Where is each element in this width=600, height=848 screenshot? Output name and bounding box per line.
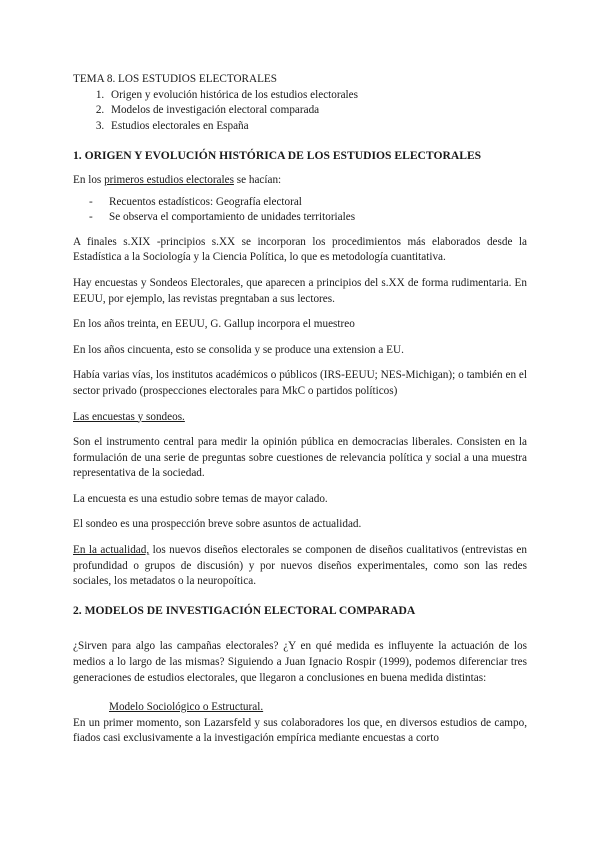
paragraph: En los años cincuenta, esto se consolida y se produce una extension a EU. (73, 343, 404, 356)
paragraph: Había varias vías, los institutos académicos o públicos (IRS-EEUU; NES-Michigan); o también en el sector privado (prospecciones electorales para MkC o partidos políticos) (73, 369, 527, 397)
subheading-encuestas: Las encuestas y sondeos. (73, 410, 185, 423)
toc-item: 2. Modelos de investigación electoral comparada (107, 103, 527, 119)
paragraph: El sondeo es una prospección breve sobre asuntos de actualidad. (73, 518, 362, 531)
underlined-term: primeros estudios electorales (104, 173, 234, 186)
underlined-term: En la actualidad, (73, 544, 150, 557)
subheading-modelo-sociologico: Modelo Sociológico o Estructural. (109, 701, 264, 714)
bullet-list (73, 195, 527, 226)
list-item: - Se observa el comportamiento de unidades territoriales (89, 211, 356, 224)
paragraph: Son el instrumento central para medir la opinión pública en democracias liberales. Consisten en la formulación de una serie de preguntas sobre cuestiones de relevancia política y social a una muestra representativa de la sociedad. (73, 436, 527, 480)
toc-item: 1. Origen y evolución histórica de los estudios electorales (107, 88, 527, 104)
table-of-contents (73, 88, 527, 135)
paragraph: En los años treinta, en EEUU, G. Gallup incorpora el muestreo (73, 318, 355, 331)
paragraph: En un primer momento, son Lazarsfeld y sus colaboradores los que, en diversos estudios de campo, fiados casi exclusivamente a la investigación empírica mediante encuestas a corto (73, 716, 527, 745)
paragraph: A finales s.XIX -principios s.XX se incorporan los procedimientos más elaborados desde la Estadística a la Sociología y la Ciencia Política, lo que es metodología cuantitativa. (73, 235, 527, 264)
section-1-intro: En los primeros estudios electorales se hacían: (73, 173, 282, 186)
section-1-heading: 1. ORIGEN Y EVOLUCIÓN HISTÓRICA DE LOS ESTUDIOS ELECTORALES (73, 149, 482, 163)
paragraph: La encuesta es una estudio sobre temas de mayor calado. (73, 492, 328, 505)
paragraph: Hay encuestas y Sondeos Electorales, que aparecen a principios del s.XX de forma rudimentaria. En EEUU, por ejemplo, las revistas pregntaban a sus lectores. (73, 276, 527, 305)
paragraph: ¿Sirven para algo las campañas electorales? ¿Y en qué medida es influyente la actuación de los medios a lo largo de las mismas? Siguiendo a Juan Ignacio Rospir (1999), podemos diferenciar tres generaciones de estudios electorales, que llegaron a conclusiones en buena medida distintas: (73, 640, 527, 684)
document-page (73, 72, 527, 747)
toc-item: 3. Estudios electorales en España (107, 119, 527, 135)
paragraph: En la actualidad, los nuevos diseños electorales se componen de diseños cualitativos (entrevistas en profundidad o grupos de discusión) y por nuevos diseños experimentales, como son las redes sociales, los metadatos o la neuropoítica. (73, 544, 527, 588)
list-item: - Recuentos estadísticos: Geografía electoral (89, 195, 302, 208)
section-2-heading: 2. MODELOS DE INVESTIGACIÓN ELECTORAL COMPARADA (73, 603, 416, 617)
document-title: TEMA 8. LOS ESTUDIOS ELECTORALES (73, 73, 277, 85)
